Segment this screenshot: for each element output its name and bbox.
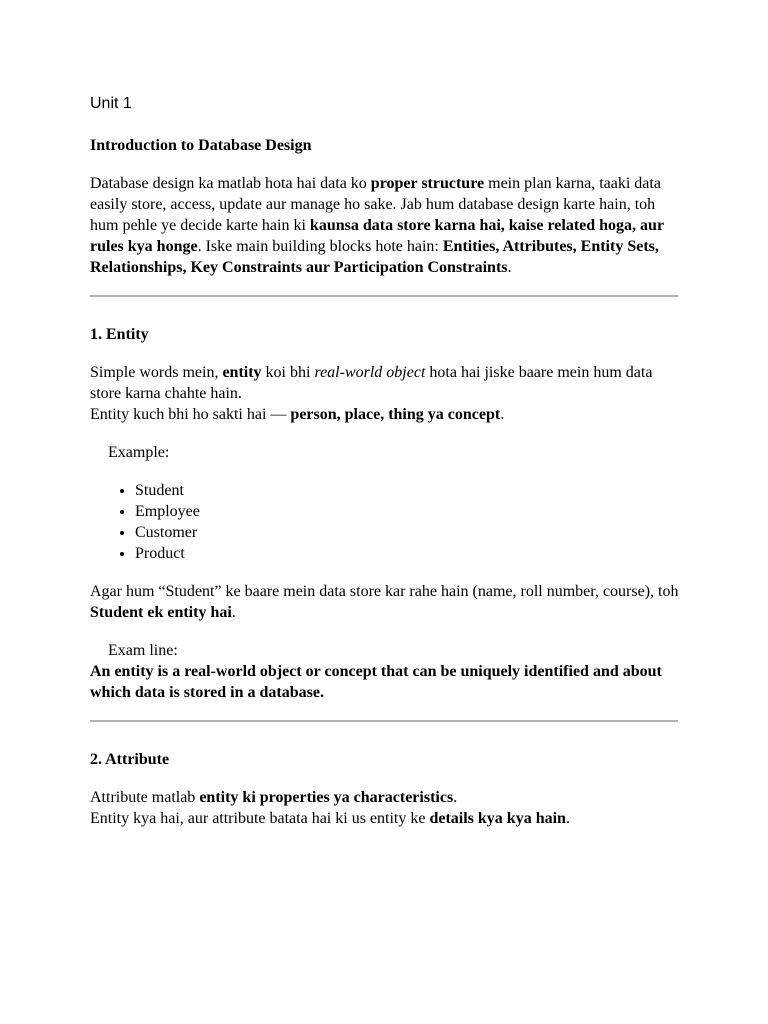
- attribute-bold-e: details kya kya hain: [429, 810, 566, 827]
- intro-text-3: . Iske main building blocks hote hain:: [197, 238, 443, 255]
- entity-heading: 1. Entity: [90, 326, 149, 343]
- entity-text-g: .: [500, 406, 505, 423]
- entity-p2-text-c: .: [231, 604, 236, 621]
- entity-text-c: koi bhi: [261, 364, 315, 381]
- entity-example-label: Example:: [108, 444, 170, 461]
- unit-label: Unit 1: [90, 95, 132, 112]
- entity-p2-text-a: Agar hum “Student” ke baare mein data store kar rahe hain (name, roll number, course), toh: [90, 583, 679, 600]
- section-divider: [90, 720, 678, 722]
- attribute-text-f: .: [565, 810, 570, 827]
- attribute-text-a: Attribute matlab: [90, 789, 200, 806]
- entity-text-d: hota hai jiske baare mein hum data store karna chahte hain.: [90, 364, 653, 402]
- intro-bold-1: proper structure: [370, 175, 485, 192]
- document-content: [90, 93, 680, 846]
- entity-p2-bold-b: Student ek entity hai: [90, 604, 232, 621]
- list-item: • Employee: [135, 501, 680, 522]
- intro-text-1: Database design ka matlab hota hai data ko: [90, 175, 371, 192]
- entity-bold-f: person, place, thing ya concept: [290, 406, 501, 423]
- entity-italic-i: real-world object: [314, 364, 426, 381]
- exam-line-text: [90, 661, 680, 703]
- intro-bold-2: kaunsa data store karna hai, kaise related hoga, aur rules kya honge: [90, 217, 664, 255]
- entity-paragraph-1: [90, 362, 680, 425]
- entity-paragraph-2: [90, 581, 680, 623]
- intro-paragraph: [90, 173, 680, 278]
- attribute-text-d: Entity kya hai, aur attribute batata hai ki us entity ke: [90, 810, 430, 827]
- exam-line-bold: An entity is a real-world object or concept that can be uniquely identified and about which data is stored in a database.: [90, 663, 662, 701]
- attribute-heading: 2. Attribute: [90, 751, 170, 768]
- list-item: • Student: [135, 480, 680, 501]
- intro-text-2: mein plan karna, taaki data easily store, access, update aur manage ho sake. Jab hum database design karte hain, toh hum pehle ye decide karte hain ki: [90, 175, 661, 234]
- entity-text-e: Entity kuch bhi ho sakti hai —: [90, 406, 291, 423]
- list-item: • Product: [135, 543, 680, 564]
- intro-heading: Introduction to Database Design: [90, 137, 312, 154]
- attribute-paragraph: [90, 787, 680, 829]
- intro-bold-3: Entities, Attributes, Entity Sets, Relationships, Key Constraints aur Participation Constraints: [90, 238, 659, 276]
- intro-text-4: .: [507, 259, 512, 276]
- entity-bold-b: entity: [222, 364, 262, 381]
- section-divider: [90, 295, 678, 297]
- entity-example-list: [90, 480, 680, 564]
- exam-line-label: Exam line:: [108, 642, 178, 659]
- entity-text-a: Simple words mein,: [90, 364, 223, 381]
- list-item: • Customer: [135, 522, 680, 543]
- attribute-text-c: .: [453, 789, 458, 806]
- attribute-bold-b: entity ki properties ya characteristics: [199, 789, 454, 806]
